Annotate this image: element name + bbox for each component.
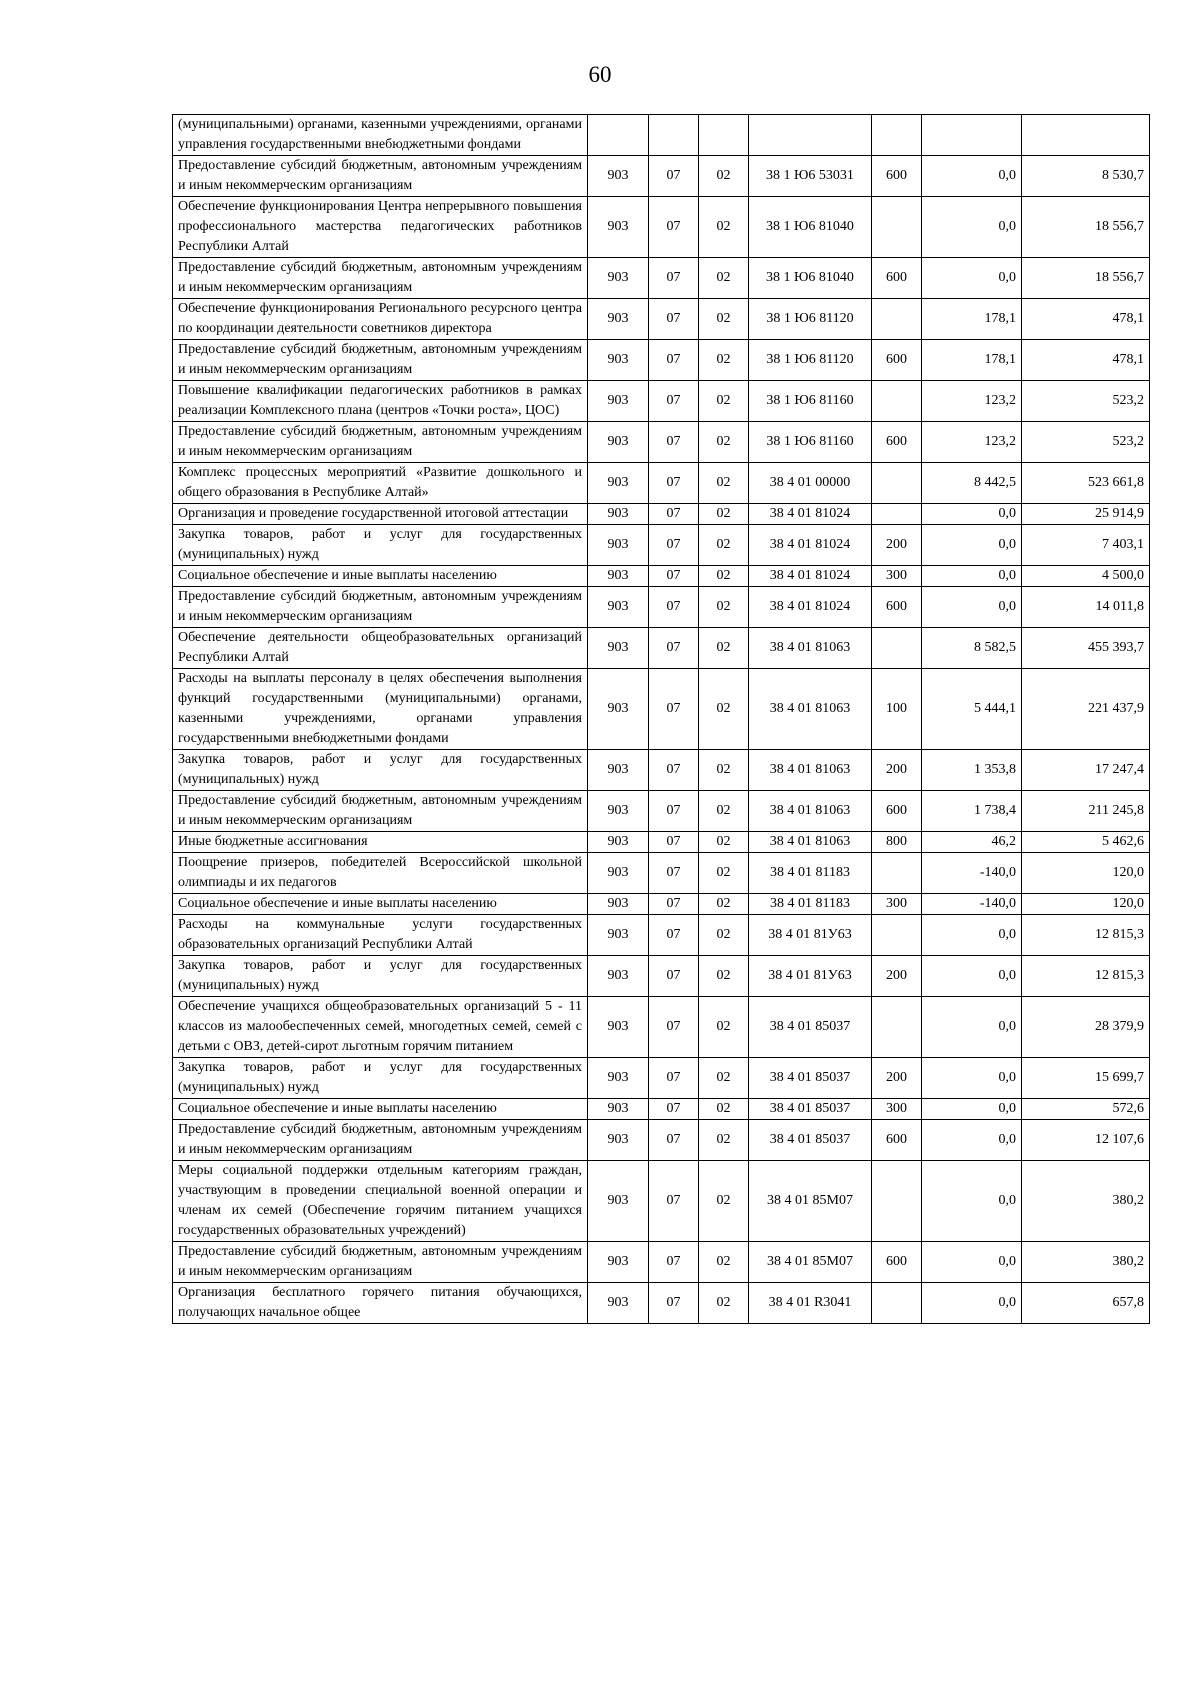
- total-amount-cell: 380,2: [1022, 1161, 1150, 1242]
- subsection-code-cell: 02: [699, 1058, 749, 1099]
- administrator-code-cell: 903: [588, 525, 649, 566]
- subsection-code-cell: 02: [699, 1283, 749, 1324]
- expense-name-cell: Организация и проведение государственной итоговой аттестации: [173, 504, 588, 525]
- target-article-cell: 38 4 01 81063: [749, 791, 872, 832]
- administrator-code-cell: [588, 115, 649, 156]
- subsection-code-cell: 02: [699, 1120, 749, 1161]
- subsection-code-cell: 02: [699, 525, 749, 566]
- change-amount-cell: 0,0: [922, 504, 1022, 525]
- section-code-cell: [649, 115, 699, 156]
- table-row: [173, 628, 1150, 669]
- subsection-code-cell: 02: [699, 628, 749, 669]
- section-code-cell: 07: [649, 258, 699, 299]
- table-row: [173, 997, 1150, 1058]
- subsection-code-cell: 02: [699, 504, 749, 525]
- subsection-code-cell: 02: [699, 587, 749, 628]
- subsection-code-cell: 02: [699, 894, 749, 915]
- administrator-code-cell: 903: [588, 156, 649, 197]
- change-amount-cell: 0,0: [922, 1099, 1022, 1120]
- change-amount-cell: -140,0: [922, 894, 1022, 915]
- section-code-cell: 07: [649, 1099, 699, 1120]
- target-article-cell: 38 4 01 81У63: [749, 915, 872, 956]
- change-amount-cell: 0,0: [922, 1058, 1022, 1099]
- total-amount-cell: 380,2: [1022, 1242, 1150, 1283]
- total-amount-cell: 25 914,9: [1022, 504, 1150, 525]
- expense-name-cell: Предоставление субсидий бюджетным, автономным учреждениям и иным некоммерческим организациям: [173, 1120, 588, 1161]
- expense-type-cell: 600: [872, 587, 922, 628]
- expense-type-cell: [872, 1161, 922, 1242]
- administrator-code-cell: 903: [588, 1120, 649, 1161]
- total-amount-cell: 18 556,7: [1022, 258, 1150, 299]
- expense-type-cell: [872, 299, 922, 340]
- change-amount-cell: 0,0: [922, 258, 1022, 299]
- change-amount-cell: 0,0: [922, 156, 1022, 197]
- administrator-code-cell: 903: [588, 422, 649, 463]
- target-article-cell: 38 4 01 81063: [749, 750, 872, 791]
- administrator-code-cell: 903: [588, 463, 649, 504]
- section-code-cell: 07: [649, 956, 699, 997]
- subsection-code-cell: 02: [699, 853, 749, 894]
- expense-name-cell: Обеспечение функционирования Регионального ресурсного центра по координации деятельности советников директора: [173, 299, 588, 340]
- subsection-code-cell: 02: [699, 791, 749, 832]
- total-amount-cell: 5 462,6: [1022, 832, 1150, 853]
- target-article-cell: 38 4 01 R3041: [749, 1283, 872, 1324]
- total-amount-cell: 120,0: [1022, 853, 1150, 894]
- target-article-cell: 38 4 01 81063: [749, 669, 872, 750]
- expense-type-cell: 600: [872, 1242, 922, 1283]
- expense-name-cell: Предоставление субсидий бюджетным, автономным учреждениям и иным некоммерческим организациям: [173, 791, 588, 832]
- change-amount-cell: 1 353,8: [922, 750, 1022, 791]
- section-code-cell: 07: [649, 525, 699, 566]
- section-code-cell: 07: [649, 587, 699, 628]
- administrator-code-cell: 903: [588, 894, 649, 915]
- administrator-code-cell: 903: [588, 956, 649, 997]
- table-row: [173, 1283, 1150, 1324]
- expense-type-cell: 600: [872, 791, 922, 832]
- section-code-cell: 07: [649, 750, 699, 791]
- change-amount-cell: 0,0: [922, 197, 1022, 258]
- administrator-code-cell: 903: [588, 1283, 649, 1324]
- administrator-code-cell: 903: [588, 669, 649, 750]
- expense-type-cell: 300: [872, 1099, 922, 1120]
- total-amount-cell: 523,2: [1022, 422, 1150, 463]
- subsection-code-cell: 02: [699, 1161, 749, 1242]
- target-article-cell: 38 4 01 85М07: [749, 1161, 872, 1242]
- expense-name-cell: Предоставление субсидий бюджетным, автономным учреждениям и иным некоммерческим организациям: [173, 258, 588, 299]
- expense-type-cell: [872, 381, 922, 422]
- expense-type-cell: [872, 997, 922, 1058]
- total-amount-cell: 120,0: [1022, 894, 1150, 915]
- expense-name-cell: Повышение квалификации педагогических работников в рамках реализации Комплексного плана (центров «Точки роста», ЦОС): [173, 381, 588, 422]
- table-row: [173, 669, 1150, 750]
- expense-name-cell: Предоставление субсидий бюджетным, автономным учреждениям и иным некоммерческим организациям: [173, 156, 588, 197]
- table-row: [173, 853, 1150, 894]
- target-article-cell: 38 1 Ю6 81120: [749, 340, 872, 381]
- target-article-cell: 38 1 Ю6 81160: [749, 381, 872, 422]
- expense-type-cell: 600: [872, 156, 922, 197]
- administrator-code-cell: 903: [588, 1161, 649, 1242]
- expense-type-cell: 100: [872, 669, 922, 750]
- section-code-cell: 07: [649, 853, 699, 894]
- section-code-cell: 07: [649, 669, 699, 750]
- table-row: [173, 832, 1150, 853]
- subsection-code-cell: 02: [699, 750, 749, 791]
- subsection-code-cell: 02: [699, 1099, 749, 1120]
- section-code-cell: 07: [649, 197, 699, 258]
- section-code-cell: 07: [649, 1120, 699, 1161]
- target-article-cell: 38 4 01 85М07: [749, 1242, 872, 1283]
- expense-type-cell: 600: [872, 340, 922, 381]
- subsection-code-cell: 02: [699, 258, 749, 299]
- table-row: [173, 422, 1150, 463]
- target-article-cell: 38 4 01 81У63: [749, 956, 872, 997]
- table-row: [173, 1058, 1150, 1099]
- total-amount-cell: 12 815,3: [1022, 956, 1150, 997]
- section-code-cell: 07: [649, 156, 699, 197]
- expense-type-cell: [872, 115, 922, 156]
- administrator-code-cell: 903: [588, 915, 649, 956]
- target-article-cell: 38 1 Ю6 81040: [749, 197, 872, 258]
- target-article-cell: 38 1 Ю6 53031: [749, 156, 872, 197]
- table-row: [173, 156, 1150, 197]
- section-code-cell: 07: [649, 791, 699, 832]
- change-amount-cell: 0,0: [922, 1242, 1022, 1283]
- table-row: [173, 750, 1150, 791]
- target-article-cell: 38 4 01 85037: [749, 997, 872, 1058]
- subsection-code-cell: 02: [699, 669, 749, 750]
- section-code-cell: 07: [649, 894, 699, 915]
- expense-type-cell: [872, 463, 922, 504]
- expense-type-cell: 600: [872, 1120, 922, 1161]
- expense-name-cell: Обеспечение учащихся общеобразовательных организаций 5 - 11 классов из малообеспеченных семей, многодетных семей, семей с детьми с ОВЗ, детей-сирот льготным горячим питанием: [173, 997, 588, 1058]
- budget-table: [172, 114, 1150, 1324]
- subsection-code-cell: 02: [699, 381, 749, 422]
- table-row: [173, 1120, 1150, 1161]
- target-article-cell: 38 4 01 81024: [749, 566, 872, 587]
- change-amount-cell: -140,0: [922, 853, 1022, 894]
- administrator-code-cell: 903: [588, 587, 649, 628]
- change-amount-cell: 178,1: [922, 340, 1022, 381]
- expense-name-cell: Расходы на выплаты персоналу в целях обеспечения выполнения функций государственными (муниципальными) органами, казенными учреждениями, органами управления государственными внебюджетными фондами: [173, 669, 588, 750]
- total-amount-cell: 4 500,0: [1022, 566, 1150, 587]
- expense-type-cell: [872, 853, 922, 894]
- total-amount-cell: 478,1: [1022, 340, 1150, 381]
- total-amount-cell: 478,1: [1022, 299, 1150, 340]
- table-row: [173, 525, 1150, 566]
- subsection-code-cell: [699, 115, 749, 156]
- change-amount-cell: 46,2: [922, 832, 1022, 853]
- expense-type-cell: [872, 628, 922, 669]
- expense-type-cell: 200: [872, 956, 922, 997]
- expense-name-cell: Закупка товаров, работ и услуг для государственных (муниципальных) нужд: [173, 750, 588, 791]
- target-article-cell: 38 4 01 81183: [749, 894, 872, 915]
- subsection-code-cell: 02: [699, 299, 749, 340]
- target-article-cell: 38 4 01 85037: [749, 1099, 872, 1120]
- expense-name-cell: Социальное обеспечение и иные выплаты населению: [173, 1099, 588, 1120]
- change-amount-cell: 5 444,1: [922, 669, 1022, 750]
- administrator-code-cell: 903: [588, 791, 649, 832]
- target-article-cell: 38 4 01 81183: [749, 853, 872, 894]
- total-amount-cell: 18 556,7: [1022, 197, 1150, 258]
- table-row: [173, 340, 1150, 381]
- table-row: [173, 197, 1150, 258]
- expense-name-cell: Закупка товаров, работ и услуг для государственных (муниципальных) нужд: [173, 1058, 588, 1099]
- administrator-code-cell: 903: [588, 381, 649, 422]
- administrator-code-cell: 903: [588, 997, 649, 1058]
- section-code-cell: 07: [649, 340, 699, 381]
- change-amount-cell: 0,0: [922, 525, 1022, 566]
- section-code-cell: 07: [649, 566, 699, 587]
- table-row: [173, 504, 1150, 525]
- table-row: [173, 791, 1150, 832]
- subsection-code-cell: 02: [699, 422, 749, 463]
- expense-type-cell: [872, 1283, 922, 1324]
- expense-name-cell: (муниципальными) органами, казенными учреждениями, органами управления государственными внебюджетными фондами: [173, 115, 588, 156]
- subsection-code-cell: 02: [699, 340, 749, 381]
- expense-type-cell: 600: [872, 258, 922, 299]
- change-amount-cell: 123,2: [922, 422, 1022, 463]
- expense-type-cell: 800: [872, 832, 922, 853]
- administrator-code-cell: 903: [588, 1058, 649, 1099]
- change-amount-cell: [922, 115, 1022, 156]
- expense-type-cell: 200: [872, 1058, 922, 1099]
- change-amount-cell: 0,0: [922, 587, 1022, 628]
- section-code-cell: 07: [649, 1058, 699, 1099]
- expense-name-cell: Комплекс процессных мероприятий «Развитие дошкольного и общего образования в Республике Алтай»: [173, 463, 588, 504]
- expense-name-cell: Обеспечение деятельности общеобразовательных организаций Республики Алтай: [173, 628, 588, 669]
- table-row: [173, 1099, 1150, 1120]
- expense-name-cell: Иные бюджетные ассигнования: [173, 832, 588, 853]
- change-amount-cell: 0,0: [922, 1283, 1022, 1324]
- administrator-code-cell: 903: [588, 566, 649, 587]
- expense-name-cell: Социальное обеспечение и иные выплаты населению: [173, 566, 588, 587]
- expense-type-cell: [872, 197, 922, 258]
- expense-type-cell: [872, 504, 922, 525]
- subsection-code-cell: 02: [699, 156, 749, 197]
- subsection-code-cell: 02: [699, 956, 749, 997]
- total-amount-cell: 7 403,1: [1022, 525, 1150, 566]
- expense-name-cell: Предоставление субсидий бюджетным, автономным учреждениям и иным некоммерческим организациям: [173, 422, 588, 463]
- target-article-cell: 38 4 01 81063: [749, 628, 872, 669]
- total-amount-cell: 572,6: [1022, 1099, 1150, 1120]
- change-amount-cell: 0,0: [922, 915, 1022, 956]
- table-row: [173, 587, 1150, 628]
- target-article-cell: 38 4 01 85037: [749, 1058, 872, 1099]
- total-amount-cell: 28 379,9: [1022, 997, 1150, 1058]
- expense-type-cell: 300: [872, 566, 922, 587]
- change-amount-cell: 0,0: [922, 566, 1022, 587]
- total-amount-cell: 657,8: [1022, 1283, 1150, 1324]
- subsection-code-cell: 02: [699, 566, 749, 587]
- expense-type-cell: [872, 915, 922, 956]
- section-code-cell: 07: [649, 381, 699, 422]
- table-row: [173, 566, 1150, 587]
- total-amount-cell: 221 437,9: [1022, 669, 1150, 750]
- subsection-code-cell: 02: [699, 463, 749, 504]
- change-amount-cell: 1 738,4: [922, 791, 1022, 832]
- section-code-cell: 07: [649, 1242, 699, 1283]
- section-code-cell: 07: [649, 1161, 699, 1242]
- table-row: [173, 915, 1150, 956]
- table-row: [173, 1242, 1150, 1283]
- expense-name-cell: Поощрение призеров, победителей Всероссийской школьной олимпиады и их педагогов: [173, 853, 588, 894]
- administrator-code-cell: 903: [588, 1099, 649, 1120]
- expense-name-cell: Меры социальной поддержки отдельным категориям граждан, участвующим в проведении специальной военной операции и членам их семей (Обеспечение горячим питанием учащихся государственных образовательных учреждений): [173, 1161, 588, 1242]
- change-amount-cell: 8 582,5: [922, 628, 1022, 669]
- table-row: [173, 956, 1150, 997]
- expense-type-cell: 200: [872, 525, 922, 566]
- section-code-cell: 07: [649, 832, 699, 853]
- total-amount-cell: 8 530,7: [1022, 156, 1150, 197]
- administrator-code-cell: 903: [588, 853, 649, 894]
- table-row: [173, 894, 1150, 915]
- change-amount-cell: 0,0: [922, 1120, 1022, 1161]
- total-amount-cell: 15 699,7: [1022, 1058, 1150, 1099]
- administrator-code-cell: 903: [588, 504, 649, 525]
- table-row: [173, 1161, 1150, 1242]
- table-row: [173, 463, 1150, 504]
- target-article-cell: 38 1 Ю6 81160: [749, 422, 872, 463]
- administrator-code-cell: 903: [588, 258, 649, 299]
- administrator-code-cell: 903: [588, 628, 649, 669]
- expense-type-cell: 600: [872, 422, 922, 463]
- subsection-code-cell: 02: [699, 1242, 749, 1283]
- expense-name-cell: Предоставление субсидий бюджетным, автономным учреждениям и иным некоммерческим организациям: [173, 587, 588, 628]
- section-code-cell: 07: [649, 915, 699, 956]
- total-amount-cell: 17 247,4: [1022, 750, 1150, 791]
- change-amount-cell: 0,0: [922, 956, 1022, 997]
- section-code-cell: 07: [649, 422, 699, 463]
- change-amount-cell: 178,1: [922, 299, 1022, 340]
- change-amount-cell: 8 442,5: [922, 463, 1022, 504]
- target-article-cell: 38 4 01 81063: [749, 832, 872, 853]
- total-amount-cell: 523,2: [1022, 381, 1150, 422]
- target-article-cell: 38 4 01 85037: [749, 1120, 872, 1161]
- expense-type-cell: 300: [872, 894, 922, 915]
- section-code-cell: 07: [649, 504, 699, 525]
- total-amount-cell: [1022, 115, 1150, 156]
- total-amount-cell: 14 011,8: [1022, 587, 1150, 628]
- target-article-cell: 38 4 01 81024: [749, 525, 872, 566]
- administrator-code-cell: 903: [588, 299, 649, 340]
- table-row: [173, 299, 1150, 340]
- section-code-cell: 07: [649, 628, 699, 669]
- total-amount-cell: 455 393,7: [1022, 628, 1150, 669]
- section-code-cell: 07: [649, 1283, 699, 1324]
- change-amount-cell: 0,0: [922, 1161, 1022, 1242]
- table-row: [173, 381, 1150, 422]
- subsection-code-cell: 02: [699, 197, 749, 258]
- change-amount-cell: 123,2: [922, 381, 1022, 422]
- table-row: [173, 258, 1150, 299]
- administrator-code-cell: 903: [588, 750, 649, 791]
- section-code-cell: 07: [649, 299, 699, 340]
- expense-name-cell: Социальное обеспечение и иные выплаты населению: [173, 894, 588, 915]
- total-amount-cell: 211 245,8: [1022, 791, 1150, 832]
- expense-type-cell: 200: [872, 750, 922, 791]
- administrator-code-cell: 903: [588, 197, 649, 258]
- expense-name-cell: Закупка товаров, работ и услуг для государственных (муниципальных) нужд: [173, 525, 588, 566]
- total-amount-cell: 12 107,6: [1022, 1120, 1150, 1161]
- subsection-code-cell: 02: [699, 915, 749, 956]
- target-article-cell: 38 1 Ю6 81040: [749, 258, 872, 299]
- target-article-cell: 38 4 01 81024: [749, 504, 872, 525]
- section-code-cell: 07: [649, 997, 699, 1058]
- target-article-cell: [749, 115, 872, 156]
- table-body: [173, 115, 1150, 1324]
- expense-name-cell: Предоставление субсидий бюджетным, автономным учреждениям и иным некоммерческим организациям: [173, 340, 588, 381]
- section-code-cell: 07: [649, 463, 699, 504]
- change-amount-cell: 0,0: [922, 997, 1022, 1058]
- administrator-code-cell: 903: [588, 340, 649, 381]
- expense-name-cell: Предоставление субсидий бюджетным, автономным учреждениям и иным некоммерческим организациям: [173, 1242, 588, 1283]
- expense-name-cell: Расходы на коммунальные услуги государственных образовательных организаций Республики Алтай: [173, 915, 588, 956]
- expense-name-cell: Организация бесплатного горячего питания обучающихся, получающих начальное общее: [173, 1283, 588, 1324]
- target-article-cell: 38 1 Ю6 81120: [749, 299, 872, 340]
- total-amount-cell: 12 815,3: [1022, 915, 1150, 956]
- subsection-code-cell: 02: [699, 832, 749, 853]
- total-amount-cell: 523 661,8: [1022, 463, 1150, 504]
- target-article-cell: 38 4 01 00000: [749, 463, 872, 504]
- expense-name-cell: Обеспечение функционирования Центра непрерывного повышения профессионального мастерства педагогических работников Республики Алтай: [173, 197, 588, 258]
- subsection-code-cell: 02: [699, 997, 749, 1058]
- expense-name-cell: Закупка товаров, работ и услуг для государственных (муниципальных) нужд: [173, 956, 588, 997]
- administrator-code-cell: 903: [588, 1242, 649, 1283]
- target-article-cell: 38 4 01 81024: [749, 587, 872, 628]
- table-row: [173, 115, 1150, 156]
- page-number: 60: [588, 62, 612, 87]
- administrator-code-cell: 903: [588, 832, 649, 853]
